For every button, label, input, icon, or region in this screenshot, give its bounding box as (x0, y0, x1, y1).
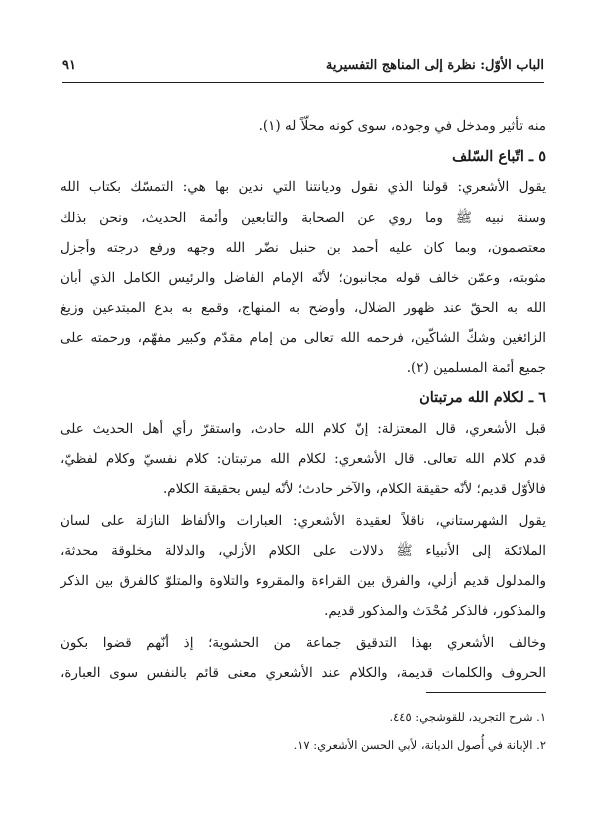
text-line: وسنة نبيه ﷺ وما روي عن الصحابة والتابعين وأئمة الحديث، ونحن بذلك (60, 210, 546, 226)
text-line: قبل الأشعري، قال المعتزلة: إنّ كلام الله حادث، واستقرّ رأي أهل الحديث على (60, 421, 546, 437)
section-heading: ٦ ـ لكلام الله مرتبتان (419, 389, 546, 406)
text-line: الملائكة إلى الأنبياء ﷺ دلالات على الكلام الأزلي، والدلالة مخلوقة محدثة، (60, 543, 546, 559)
text-line: قدم كلام الله تعالى. قال الأشعري: لكلام الله مرتبتان: كلام نفسيّ وكلام لفظيّ، (60, 451, 546, 467)
text-line: وخالف الأشعري بهذا التدقيق جماعة من الحشوية؛ إذ أنّهم قضوا بكون (60, 635, 546, 651)
text-line: الحروف والكلمات قديمة، والكلام عند الأشعري معنى قائم بالنفس سوى العبارة، (60, 665, 546, 681)
footnote: ٢. الإبانة في أُصول الديانة، لأبي الحسن الأشعري: ١٧. (293, 738, 546, 752)
footnote: ١. شرح التجريد، للقوشجي: ٤٤٥. (389, 710, 546, 724)
text-line: فالأوّل قديم؛ لأنّه حقيقة الكلام، والآخر حادث؛ لأنّه ليس بحقيقة الكلام. (163, 481, 546, 497)
chapter-title: الباب الأوّل: نظرة إلى المناهج التفسيرية (325, 58, 544, 73)
header-rule (62, 82, 544, 83)
text-line: مثوبته، وعمّن خالف قوله مجانبون؛ لأنّه الإمام الفاضل والرئيس الكامل الذي أبان (60, 270, 546, 286)
section-heading: ٥ ـ اتّباع السّلف (452, 148, 546, 165)
text-line: منه تأثير ومدخل في وجوده، سوى كونه محلّاً له (١). (258, 118, 546, 134)
running-header (62, 56, 544, 82)
footnote-rule (426, 692, 546, 693)
text-line: يقول الشهرستاني، ناقلاً لعقيدة الأشعري: العبارات والألفاظ النازلة على لسان (60, 513, 546, 529)
text-line: يقول الأشعري: قولنا الذي نقول وديانتنا التي ندين بها هي: التمسّك بكتاب الله (60, 179, 546, 195)
text-line: معتصمون، وبما كان عليه أحمد بن حنبل نضّر الله وجهه ورفع درجته وأجزل (60, 240, 546, 256)
text-line: جميع أئمة المسلمين (٢). (406, 360, 546, 376)
text-line: والمذكور، فالذكر مُحْدَث والمذكور قديم. (324, 603, 546, 619)
text-line: الزائغين وشكّ الشاكّين، فرحمه الله تعالى من إمام مقدّم وكبير مفهّم، ورحمته على (60, 330, 546, 346)
text-line: والمدلول قديم أزلي، والفرق بين القراءة والمقروء والتلاوة والمتلوّ كالفرق بين الذكر (60, 573, 546, 589)
page-number: ٩١ (62, 58, 76, 73)
text-line: الله به الحقّ عند ظهور الضلال، وأوضح به المنهاج، وقمع به بدع المبتدعين وزيغ (60, 300, 546, 316)
